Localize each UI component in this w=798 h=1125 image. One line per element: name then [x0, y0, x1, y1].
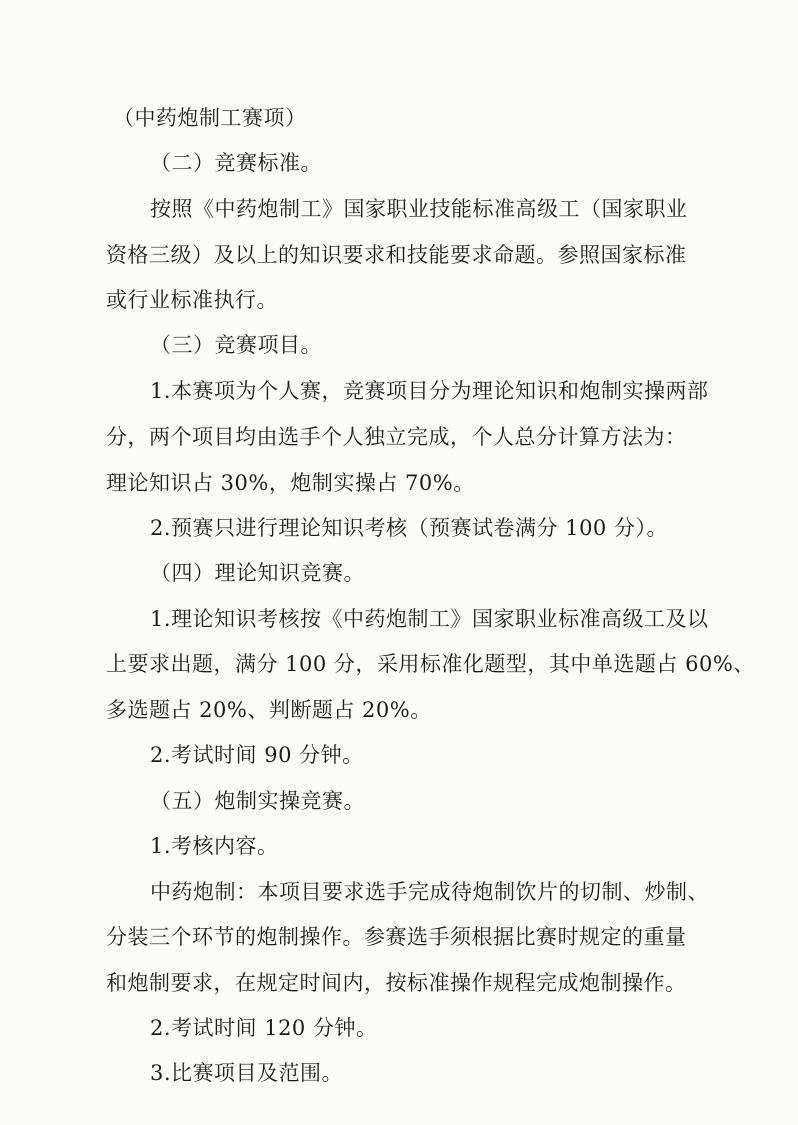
paragraph-line: 2.预赛只进行理论知识考核（预赛试卷满分 100 分）。: [150, 516, 668, 540]
paragraph-line: 上要求出题，满分 100 分，采用标准化题型，其中单选题占 60%、: [106, 652, 755, 676]
paragraph-line: 多选题占 20%、判断题占 20%。: [106, 698, 432, 722]
paragraph-line: 按照《中药炮制工》国家职业技能标准高级工（国家职业: [150, 197, 688, 221]
heading-competition-items: （三）竞赛项目。: [150, 333, 322, 357]
paragraph-line: 和炮制要求，在规定时间内，按标准操作规程完成炮制操作。: [106, 971, 687, 995]
paragraph-line: 中药炮制：本项目要求选手完成待炮制饮片的切制、炒制、: [150, 880, 709, 904]
paragraph-line: 2.考试时间 120 分钟。: [150, 1016, 378, 1040]
paragraph-line: 分装三个环节的炮制操作。参赛选手须根据比赛时规定的重量: [106, 925, 687, 949]
paragraph-line: 2.考试时间 90 分钟。: [150, 743, 364, 767]
paragraph-line: 理论知识占 30%，炮制实操占 70%。: [106, 471, 475, 495]
paragraph-line: 资格三级）及以上的知识要求和技能要求命题。参照国家标准: [106, 243, 687, 267]
paragraph-line: 分，两个项目均由选手个人独立完成，个人总分计算方法为：: [106, 425, 687, 449]
paragraph-line: 1.考核内容。: [150, 834, 279, 858]
paragraph-line: 或行业标准执行。: [106, 288, 278, 312]
heading-theory-competition: （四）理论知识竞赛。: [150, 561, 365, 585]
heading-competition-standard: （二）竞赛标准。: [150, 151, 322, 175]
heading-practical-competition: （五）炮制实操竞赛。: [150, 789, 365, 813]
paragraph-line: 3.比赛项目及范围。: [150, 1061, 344, 1085]
section-heading-event: （中药炮制工赛项）: [113, 106, 307, 130]
paragraph-line: 1.理论知识考核按《中药炮制工》国家职业标准高级工及以: [150, 607, 709, 631]
paragraph-line: 1.本赛项为个人赛，竞赛项目分为理论知识和炮制实操两部: [150, 379, 709, 403]
